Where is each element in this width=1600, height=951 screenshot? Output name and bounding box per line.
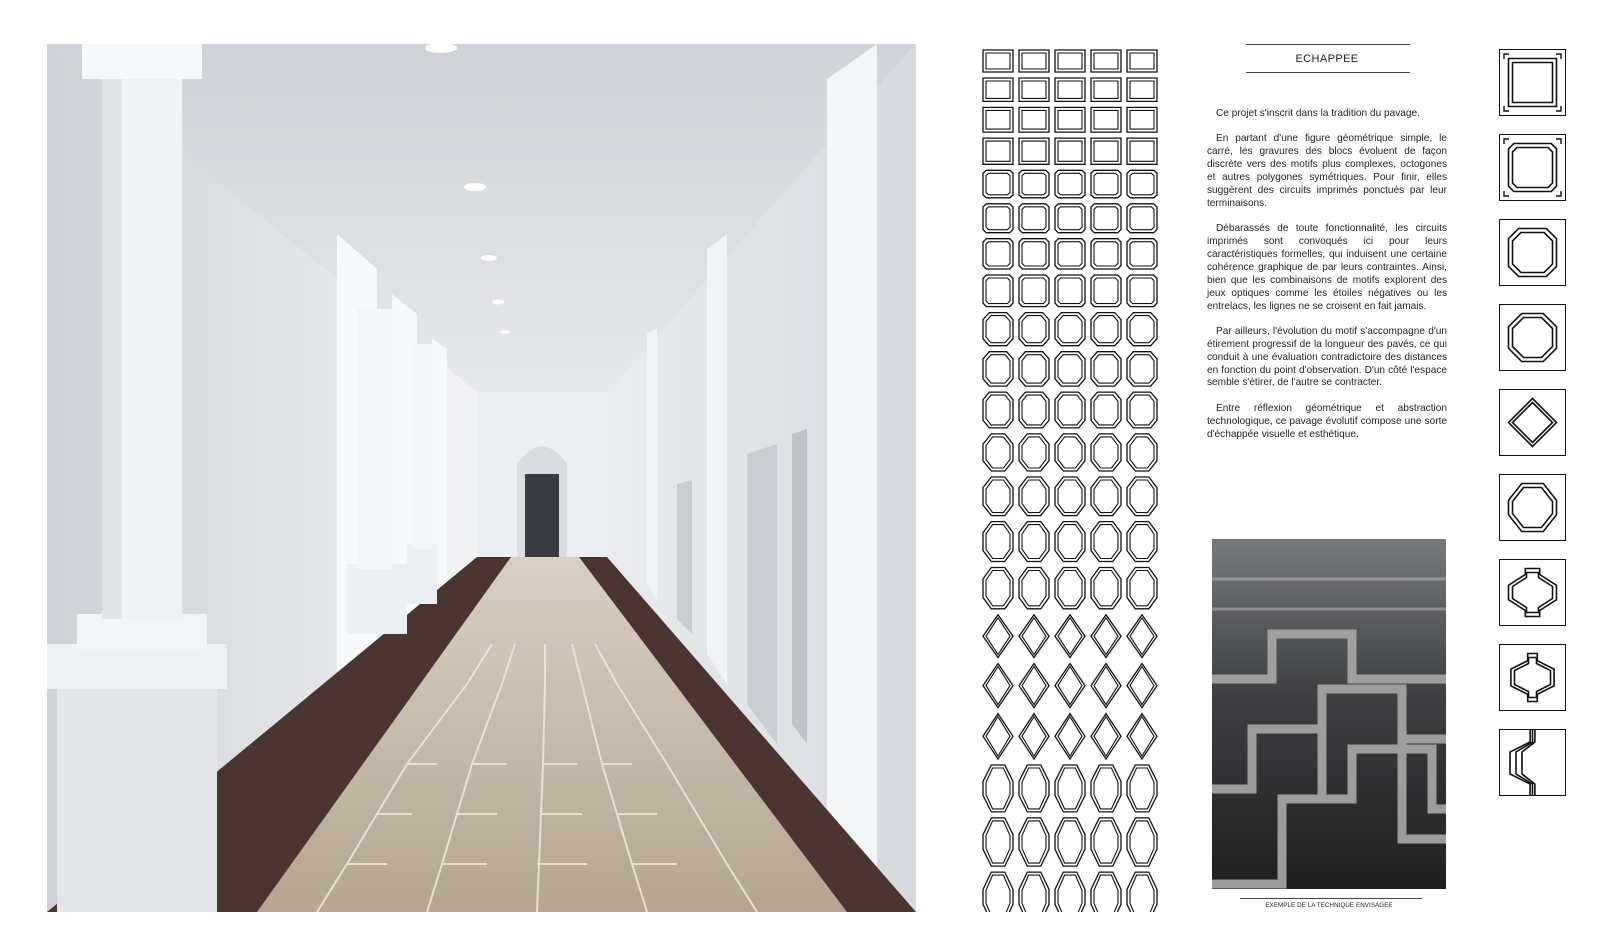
strip-motif-inner [1058,717,1082,756]
caption-rule [1240,898,1422,899]
strip-motif-outer [983,434,1013,471]
tile-stage-7 [1499,559,1566,626]
strip-motif-outer [983,392,1013,428]
diamond-tile-graphic [1500,390,1565,455]
paragraph-2: En partant d'une figure géométrique simple, le carré, les gravures des blocs évoluent de façon discrète vers des motifs plus complexes, octogones et autres polygones symétriques. Pour finir, elles suggèrent des circuits imprimés ponctués par leur terminaisons. [1207,133,1447,209]
tile-motif-inner [1513,488,1553,528]
strip-motif-outer [1019,138,1049,164]
tile-stage-9 [1499,729,1566,796]
strip-motif-inner [986,480,1010,513]
strip-motif-inner [986,525,1010,559]
strip-motif-inner [1058,81,1082,98]
strip-motif-inner [1022,141,1046,161]
strip-motif-outer [1019,818,1049,866]
square-tile-graphic [1500,50,1565,115]
strip-motif-outer [1127,352,1157,386]
strip-motif-inner [1094,81,1118,98]
strip-motif-inner [1094,875,1118,912]
strip-motif-inner [1022,110,1046,129]
strip-motif-outer [1055,138,1085,164]
strip-motif-inner [1094,480,1118,513]
tile-stage-2 [1499,134,1566,201]
strip-motif-inner [1094,821,1118,863]
strip-motif-inner [1058,768,1082,809]
strip-motif-outer [1127,714,1157,759]
strip-motif-outer [983,477,1013,516]
strip-motif-inner [1058,875,1082,912]
strip-motif-outer [1055,434,1085,471]
strip-motif-inner [1022,437,1046,468]
strip-motif-outer [1127,392,1157,428]
strip-motif-outer [1019,434,1049,471]
strip-motif-inner [1130,207,1154,230]
strip-motif-inner [1130,53,1154,69]
strip-motif-inner [1094,316,1118,343]
strip-motif-outer [1091,765,1121,812]
strip-motif-outer [1127,568,1157,609]
strip-motif-inner [1058,667,1082,705]
tile-motif-inner [1513,148,1553,188]
strip-motif-inner [1058,141,1082,161]
tile-motif-outer [1509,399,1557,447]
tile-stage-8 [1499,644,1566,711]
strip-motif-outer [1019,352,1049,386]
strip-motif-outer [1091,313,1121,346]
octagon-tile-graphic [1500,220,1565,285]
tile-motif-inner [1515,658,1551,698]
description-paragraphs [1207,108,1447,442]
strip-motif-inner [1094,768,1118,809]
strip-motif-outer [1055,664,1085,708]
strip-motif-inner [986,717,1010,756]
title-rule-bottom [1246,72,1410,73]
strip-motif-inner [1022,355,1046,383]
strip-motif-inner [1130,395,1154,425]
strip-motif-outer [1091,392,1121,428]
stepped-hexagon-tile-graphic [1500,560,1565,625]
strip-motif-outer [983,568,1013,609]
strip-motif-inner [1130,571,1154,606]
project-description [1207,44,1447,454]
strip-motif-outer [983,818,1013,866]
strip-motif-inner [1130,525,1154,559]
strip-motif-outer [1019,765,1049,812]
strip-motif-inner [1022,875,1046,912]
strip-motif-outer [1091,107,1121,132]
strip-motif-inner [1094,395,1118,425]
strip-motif-outer [1055,568,1085,609]
strip-motif-inner [986,875,1010,912]
technique-photo [1212,539,1446,889]
tile-motif-inner [1513,318,1553,358]
strip-motif-outer [1019,313,1049,346]
strip-motif-inner [1022,207,1046,230]
strip-motif-inner [986,110,1010,129]
pattern-strip-graphic [980,44,1160,912]
strip-motif-outer [1019,664,1049,708]
strip-motif-inner [1094,141,1118,161]
strip-motif-inner [1058,821,1082,863]
strip-motif-inner [1130,717,1154,756]
strip-motif-outer [1091,352,1121,386]
strip-motif-inner [1094,207,1118,230]
strip-motif-inner [1130,875,1154,912]
strip-motif-outer [1091,434,1121,471]
tile-evolution-column [1499,49,1568,814]
corridor-rendering [47,44,916,912]
paragraph-5: Entre réflexion géométrique et abstraction technologique, ce pavage évolutif compose une sorte d'échappée visuelle et esthétique. [1207,402,1447,440]
strip-motif-outer [1091,664,1121,708]
tile-stage-5 [1499,389,1566,456]
strip-motif-outer [983,615,1013,658]
strip-motif-inner [986,207,1010,230]
strip-motif-inner [1130,821,1154,863]
strip-motif-inner [1022,81,1046,98]
strip-motif-inner [1094,355,1118,383]
strip-motif-inner [1058,437,1082,468]
strip-motif-inner [1058,110,1082,129]
strip-motif-inner [1058,53,1082,69]
strip-motif-inner [986,395,1010,425]
strip-motif-outer [1091,522,1121,562]
strip-motif-inner [1058,525,1082,559]
strip-motif-outer [1127,765,1157,812]
strip-motif-outer [1055,313,1085,346]
strip-motif-inner [1094,667,1118,705]
tile-motif-outer [1511,654,1554,702]
strip-motif-inner [1094,242,1118,266]
strip-motif-inner [1130,316,1154,343]
project-title: ECHAPPEE [1295,53,1359,65]
strip-motif-inner [1130,141,1154,161]
tile-corner-mark [1504,139,1509,144]
tile-motif-outer [1509,59,1557,107]
strip-motif-inner [1058,316,1082,343]
strip-motif-outer [1127,615,1157,658]
strip-motif-inner [1094,437,1118,468]
strip-motif-inner [1130,667,1154,705]
strip-motif-outer [1127,477,1157,516]
strip-motif-outer [983,714,1013,759]
strip-motif-inner [1058,242,1082,266]
strip-motif-inner [986,173,1010,195]
paragraph-1: Ce projet s'inscrit dans la tradition du pavage. [1216,108,1420,119]
strip-motif-inner [1058,207,1082,230]
tile-motif-outer [1509,484,1557,532]
tile-motif-inner [1513,233,1553,273]
tile-stage-1 [1499,49,1566,116]
strip-motif-outer [983,107,1013,132]
strip-motif-outer [1091,818,1121,866]
evolving-pattern-strip [980,44,1160,912]
strip-motif-inner [986,355,1010,383]
strip-motif-outer [1055,615,1085,658]
tile-motif-outer [1509,314,1557,362]
strip-motif-inner [1130,768,1154,809]
strip-motif-inner [1094,173,1118,195]
circuit-trace-lines [1510,730,1535,795]
strip-motif-outer [1055,818,1085,866]
strip-motif-inner [1022,525,1046,559]
tile-motif-outer [1509,569,1557,617]
strip-motif-outer [1127,313,1157,346]
strip-motif-inner [1094,618,1118,655]
strip-motif-outer [1127,107,1157,132]
strip-motif-outer [1127,522,1157,562]
chamfered-square-tile-graphic [1500,135,1565,200]
strip-motif-outer [1127,434,1157,471]
tile-corner-mark [1504,191,1509,196]
tile-corner-mark [1556,191,1561,196]
strip-motif-inner [1022,571,1046,606]
strip-motif-outer [1055,392,1085,428]
strip-motif-outer [1055,352,1085,386]
strip-motif-inner [1022,667,1046,705]
strip-motif-inner [1022,618,1046,655]
strip-motif-outer [983,765,1013,812]
strip-motif-outer [983,664,1013,708]
strip-motif-inner [986,437,1010,468]
strip-motif-inner [1022,278,1046,304]
technique-photo-graphic [1212,539,1446,889]
strip-motif-inner [986,141,1010,161]
strip-motif-outer [983,313,1013,346]
paragraph-4: Par ailleurs, l'évolution du motif s'accompagne d'un étirement progressif de la longueur des pavés, ce qui conduit à une évaluation contradictoire des distances en fonction du point d'observation. D'un côté l'espace semble s'étirer, de l'autre se contracter. [1207,325,1447,389]
strip-motif-inner [986,571,1010,606]
strip-motif-outer [1091,568,1121,609]
strip-motif-outer [1127,138,1157,164]
strip-motif-inner [1130,110,1154,129]
strip-motif-outer [1019,568,1049,609]
strip-motif-inner [1058,173,1082,195]
strip-motif-inner [1058,355,1082,383]
strip-motif-outer [983,138,1013,164]
strip-motif-inner [986,53,1010,69]
strip-motif-inner [1130,242,1154,266]
strip-motif-inner [1022,395,1046,425]
corridor-illustration [47,44,916,912]
strip-motif-inner [1094,110,1118,129]
strip-motif-outer [1055,522,1085,562]
strip-motif-inner [1022,768,1046,809]
strip-motif-inner [1058,395,1082,425]
strip-motif-inner [1094,53,1118,69]
strip-motif-inner [1022,173,1046,195]
strip-motif-outer [1055,765,1085,812]
strip-motif-outer [1127,664,1157,708]
tile-corner-mark [1556,139,1561,144]
strip-motif-outer [1055,107,1085,132]
stretched-hexagon-tile-graphic [1500,475,1565,540]
strip-motif-inner [1022,480,1046,513]
strip-motif-inner [1058,480,1082,513]
tile-motif-outer [1509,144,1557,192]
strip-motif-inner [986,81,1010,98]
circuit-trace-tile-graphic [1500,730,1565,795]
strip-motif-inner [1058,571,1082,606]
strip-motif-outer [1055,714,1085,759]
strip-motif-inner [1130,618,1154,655]
strip-motif-inner [986,821,1010,863]
strip-motif-inner [986,278,1010,304]
tile-stage-4 [1499,304,1566,371]
strip-motif-inner [986,316,1010,343]
strip-motif-inner [1130,278,1154,304]
strip-motif-inner [1130,480,1154,513]
strip-motif-outer [1091,477,1121,516]
strip-motif-inner [986,667,1010,705]
photo-caption: EXEMPLE DE LA TECHNIQUE ENVISAGEE [1265,902,1393,909]
strip-motif-inner [1022,242,1046,266]
strip-motif-outer [1127,818,1157,866]
strip-motif-outer [1091,714,1121,759]
tile-motif-outer [1509,229,1557,277]
tile-motif-inner [1513,403,1553,443]
strip-motif-inner [1094,571,1118,606]
strip-motif-inner [1130,437,1154,468]
strip-motif-inner [986,618,1010,655]
strip-motif-outer [1055,477,1085,516]
strip-motif-inner [1022,316,1046,343]
paragraph-3: Débarassés de toute fonctionnalité, les circuits imprimés sont convoqués ici pour leurs caractéristiques formelles, qui induisent une certaine cohérence graphique de par leurs contraintes. Ainsi, bien que les combinaisons de motifs explorent des jeux optiques comme les étoiles négatives ou les entrelacs, les lignes ne se croisent en fait jamais. [1207,223,1447,312]
strip-motif-outer [1091,615,1121,658]
strip-motif-outer [1019,107,1049,132]
strip-motif-inner [1094,525,1118,559]
strip-motif-inner [1058,618,1082,655]
strip-motif-inner [1130,173,1154,195]
strip-motif-inner [986,768,1010,809]
strip-motif-inner [1022,821,1046,863]
strip-motif-inner [1058,278,1082,304]
notched-octagon-tile-graphic [1500,305,1565,370]
strip-motif-inner [986,242,1010,266]
strip-motif-outer [1019,522,1049,562]
strip-motif-inner [1022,53,1046,69]
strip-motif-outer [1019,714,1049,759]
strip-motif-inner [1094,717,1118,756]
strip-motif-outer [1091,138,1121,164]
strip-motif-outer [1019,392,1049,428]
tile-stage-6 [1499,474,1566,541]
strip-motif-inner [1130,355,1154,383]
tile-stage-3 [1499,219,1566,286]
strip-motif-outer [1019,615,1049,658]
strip-motif-inner [1094,278,1118,304]
strip-motif-inner [1022,717,1046,756]
strip-motif-outer [983,522,1013,562]
strip-motif-inner [1130,81,1154,98]
elongated-hexagon-tile-graphic [1500,645,1565,710]
strip-motif-outer [983,352,1013,386]
strip-motif-outer [1019,477,1049,516]
tile-motif-inner [1513,63,1553,103]
